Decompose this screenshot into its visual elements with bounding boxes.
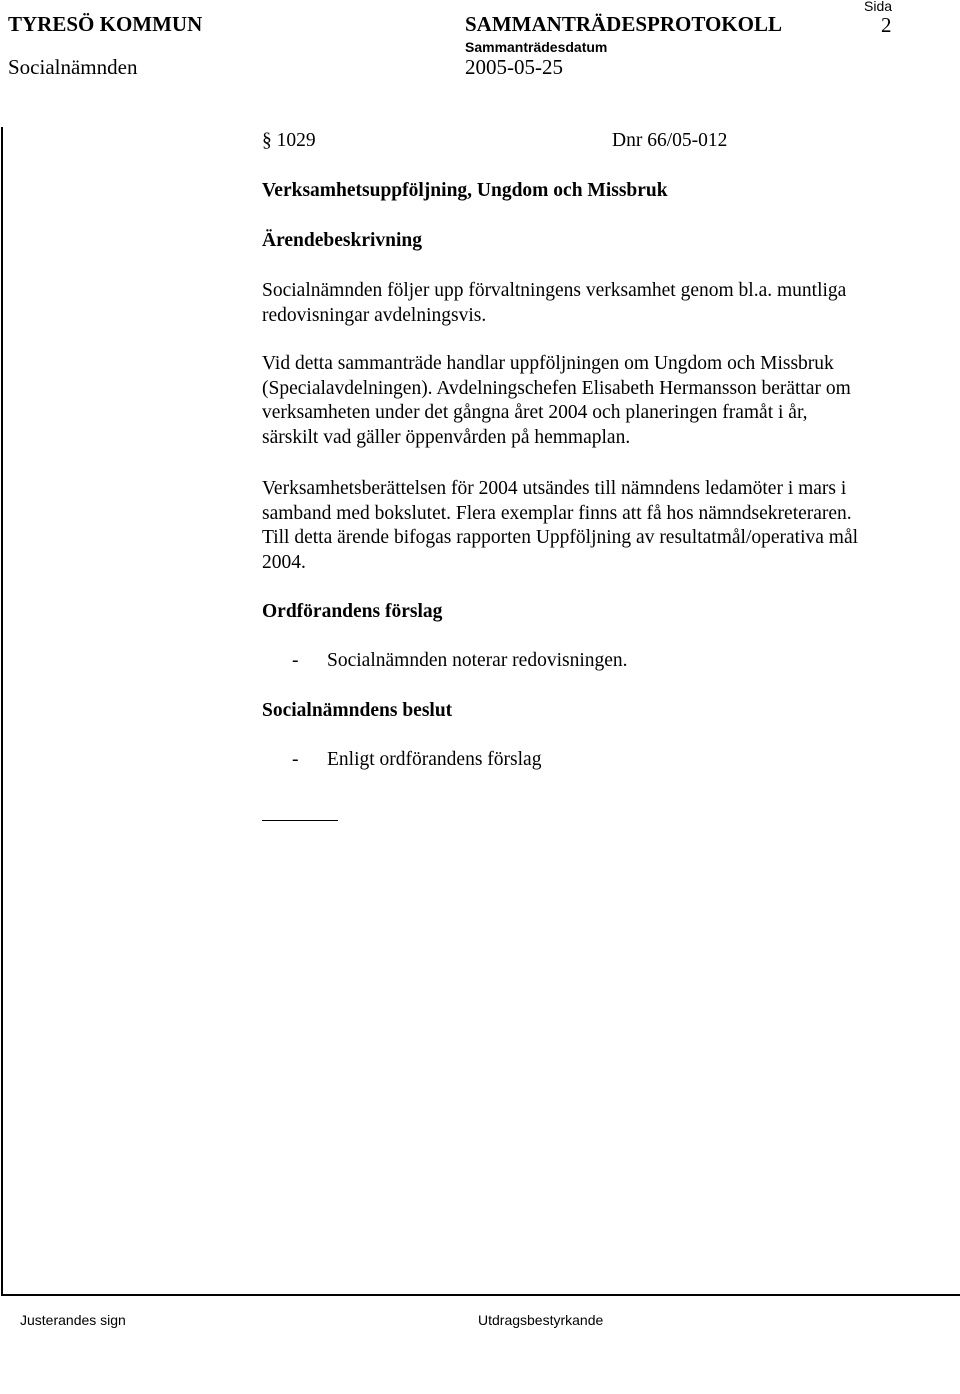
organization-name: TYRESÖ KOMMUN: [8, 12, 203, 36]
text-line: särskilt vad gäller öppenvården på hemmaplan.: [262, 426, 631, 448]
case-title: Verksamhetsuppföljning, Ungdom och Missbruk: [262, 180, 668, 201]
text-line: Verksamhetsberättelsen för 2004 utsändes till nämndens ledamöter i mars i: [262, 478, 847, 499]
description-paragraph-2: [262, 352, 851, 450]
page-number: 2: [881, 13, 892, 37]
proposal-bullet: -: [292, 650, 299, 671]
text-line: verksamheten under det gångna året 2004 och planeringen framåt i år,: [262, 402, 808, 423]
decision-bullet: -: [292, 749, 299, 770]
date-label: Sammanträdesdatum: [465, 39, 608, 55]
decision-heading: Socialnämndens beslut: [262, 700, 453, 721]
description-heading: Ärendebeskrivning: [262, 230, 422, 251]
text-line: Till detta ärende bifogas rapporten Uppföljning av resultatmål/operativa mål: [262, 527, 859, 548]
proposal-item: Socialnämnden noterar redovisningen.: [327, 650, 628, 671]
text-line: samband med bokslutet. Flera exemplar finns att få hos nämndsekreteraren.: [262, 502, 852, 524]
footer-divider: [1, 1294, 960, 1296]
footer-utdragsbestyrkande: Utdragsbestyrkande: [478, 1312, 604, 1328]
proposal-heading: Ordförandens förslag: [262, 601, 443, 622]
meeting-date: 2005-05-25: [465, 55, 563, 79]
decision-item: Enligt ordförandens förslag: [327, 749, 542, 770]
case-dnr: Dnr 66/05-012: [612, 130, 728, 151]
text-line: (Specialavdelningen). Avdelningschefen Elisabeth Hermansson berättar om: [262, 377, 851, 399]
footer-justerandes-sign: Justerandes sign: [20, 1312, 126, 1328]
case-paragraph-number: § 1029: [262, 130, 316, 151]
text-line: Socialnämnden följer upp förvaltningens verksamhet genom bl.a. muntliga: [262, 280, 847, 301]
end-rule: [262, 820, 338, 821]
text-line: redovisningar avdelningsvis.: [262, 304, 487, 326]
document-type: SAMMANTRÄDESPROTOKOLL: [465, 12, 782, 36]
text-line: 2004.: [262, 551, 306, 573]
description-paragraph-3: [262, 477, 858, 575]
description-paragraph-1: [262, 279, 846, 328]
text-line: Vid detta sammanträde handlar uppföljningen om Ungdom och Missbruk: [262, 353, 834, 374]
left-margin-line: [1, 127, 3, 1295]
board-name: Socialnämnden: [8, 55, 138, 79]
page-label: Sida: [864, 0, 893, 14]
